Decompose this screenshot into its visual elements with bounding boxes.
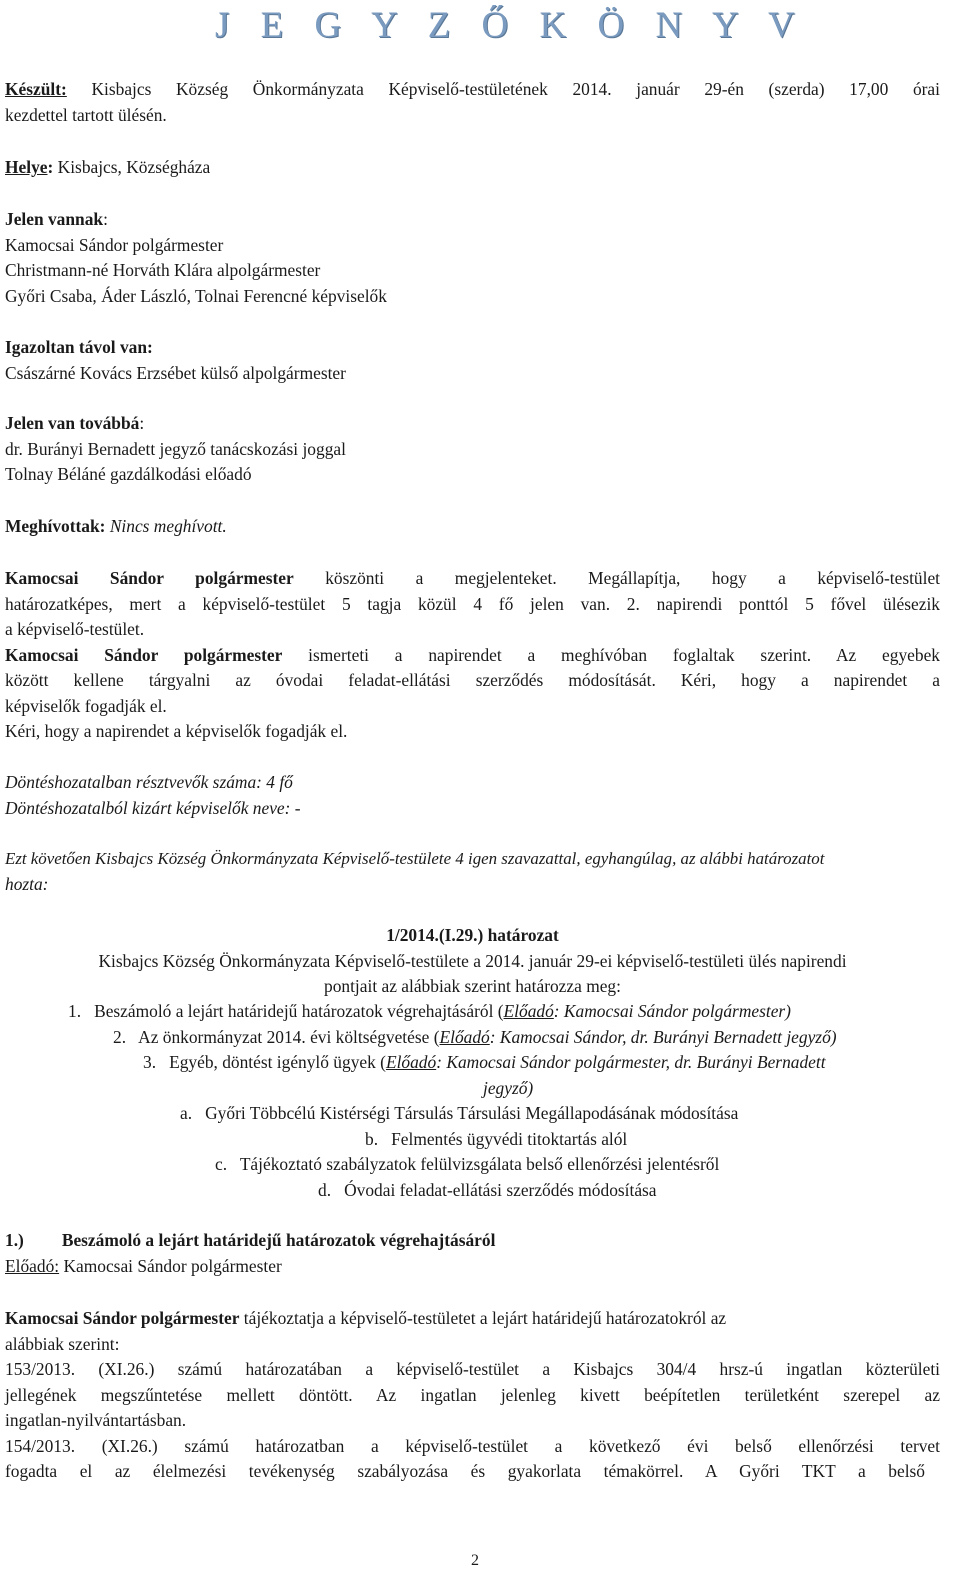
made-paragraph [5, 77, 940, 128]
agenda-item-3-cont: jegyző) [483, 1077, 534, 1098]
agenda-item-3 [5, 1050, 940, 1076]
section1-r2-line1: 154/2013. (XI.26.) számú határozatban a képviselő-testület a következő évi belső ellenőrzési tervet [5, 1435, 940, 1456]
place-label: Helye [5, 157, 48, 177]
section1-p1-line2: alábbiak szerint: [5, 1333, 120, 1354]
agenda-subitem-a [5, 1101, 940, 1127]
agenda-subitem-c [5, 1152, 940, 1178]
also-present-line-1: dr. Burányi Bernadett jegyző tanácskozási joggal [5, 438, 346, 459]
decision-participants: Döntéshozatalban résztvevők száma: 4 fő [5, 772, 293, 792]
opening-name-2: Kamocsai Sándor polgármester [5, 644, 283, 665]
section1-r1-line2: jellegének megszűntetése mellett döntött. Az ingatlan jelenleg kivett beépítetlen területként szerepel az [5, 1384, 940, 1405]
agenda-item-3-num: 3. [143, 1052, 157, 1072]
agenda-list [5, 999, 940, 1203]
section1-r1-line1: 153/2013. (XI.26.) számú határozatában a képviselő-testület a Kisbajcs 304/4 hrsz-ú ingatlan közterületi [5, 1359, 940, 1379]
invited-line [5, 514, 940, 540]
resolution-block [5, 923, 940, 1000]
agenda-subitem-c-text: Tájékoztató szabályzatok felülvizsgálata belső ellenőrzési jelentésről [239, 1154, 720, 1174]
agenda-subitem-d-num: d. [318, 1179, 332, 1200]
document-title: J E G Y Z Ő K Ö N Y V [215, 5, 806, 46]
section1-heading [5, 1228, 940, 1279]
place-text: Kisbajcs, Községháza [57, 157, 211, 177]
decision-excluded: Döntéshozatalból kizárt képviselők neve: - [5, 797, 301, 818]
agenda-subitem-b [5, 1127, 940, 1153]
section1-num: 1.) [5, 1230, 24, 1250]
agenda-item-1 [5, 999, 940, 1025]
agenda-subitem-d [5, 1178, 940, 1204]
opening-paragraph [5, 566, 940, 745]
absent-colon: : [147, 337, 153, 357]
section1-title: Beszámoló a lejárt határidejű határozatok végrehajtásáról [61, 1230, 496, 1250]
also-present-label: Jelen van továbbá [5, 413, 140, 433]
present-line-3: Győri Csaba, Áder László, Tolnai Ferencné képviselők [5, 285, 387, 306]
page-number: 2 [471, 1552, 479, 1569]
opening-p1-line1: köszönti a megjelenteket. Megállapítja, hogy a képviselő-testület [325, 568, 940, 588]
agenda-subitem-b-num: b. [365, 1128, 379, 1149]
present-line-2: Christmann-né Horváth Klára alpolgármester [5, 260, 321, 280]
agenda-subitem-d-text: Óvodai feladat-ellátási szerződés módosítása [344, 1179, 657, 1200]
opening-p1-line2: határozatképes, mert a képviselő-testület 5 tagja közül 4 fő jelen van. 2. napirendi ponttól 5 fővel ülésezik [5, 593, 940, 614]
agenda-item-1-presenter-label: Előadó [503, 1001, 554, 1021]
resolution-number: 1/2014.(I.29.) határozat [386, 925, 559, 945]
section1-r1-line3: ingatlan-nyilvántartásban. [5, 1410, 187, 1430]
present-line-1: Kamocsai Sándor polgármester [5, 234, 224, 255]
opening-p1-line3: a képviselő-testület. [5, 619, 145, 639]
opening-p2-line2: között kellene tárgyalni az óvodai feladat-ellátási szerződés módosítását. Kéri, hogy a napirendet a [5, 670, 940, 690]
agenda-item-2-presenter-label: Előadó [439, 1026, 490, 1047]
section1-name: Kamocsai Sándor polgármester [5, 1308, 240, 1328]
agenda-subitem-a-num: a. [180, 1103, 193, 1123]
agenda-item-2-presenter: : Kamocsai Sándor, dr. Burányi Bernadett jegyző) [489, 1026, 837, 1047]
agenda-subitem-c-num: c. [215, 1154, 228, 1174]
section1-presenter-label: Előadó: [5, 1255, 60, 1276]
document-page [5, 0, 940, 1481]
section1-presenter: Kamocsai Sándor polgármester [63, 1255, 282, 1276]
agenda-subitem-a-text: Győri Többcélú Kistérségi Társulás Társulási Megállapodásának módosítása [205, 1103, 739, 1123]
present-colon: : [103, 209, 108, 229]
invited-text: Nincs meghívott. [109, 516, 227, 536]
agenda-item-3-presenter: : Kamocsai Sándor polgármester, dr. Burányi Bernadett [436, 1052, 826, 1072]
agenda-item-2 [5, 1025, 940, 1051]
also-present-line-2: Tolnay Béláné gazdálkodási előadó [5, 464, 252, 484]
resolution-line2: pontjait az alábbiak szerint határozza meg: [324, 976, 621, 996]
section1-p1-line1: tájékoztatja a képviselő-testületet a lejárt határidejű határozatokról az [243, 1308, 727, 1328]
decision-intro-line1: Ezt követően Kisbajcs Község Önkormányzata Képviselő-testülete 4 igen szavazattal, egyhangúlag, az alábbi határozatot [5, 849, 825, 868]
absent-label: Igazoltan távol van [5, 337, 148, 357]
decision-block [5, 770, 940, 821]
made-text-1: Kisbajcs Község Önkormányzata Képviselő-testületének 2014. január 29-én (szerda) 17,00 órai [91, 79, 940, 99]
place-colon: : [47, 157, 54, 177]
also-present-block [5, 411, 940, 488]
present-block [5, 207, 940, 309]
decision-intro-line2: hozta: [5, 873, 49, 894]
absent-line: Császárné Kovács Erzsébet külső alpolgármester [5, 362, 346, 383]
section1-r2-line2: fogadta el az élelmezési tevékenység szabályozása és gyakorlata témakörrel. A Győri TKT a belső [5, 1461, 925, 1481]
agenda-item-1-text: Beszámoló a lejárt határidejű határozatok végrehajtásáról ( [94, 1001, 504, 1021]
also-present-colon: : [139, 413, 145, 433]
agenda-item-1-presenter: : Kamocsai Sándor polgármester) [553, 1001, 791, 1021]
made-text-2: kezdettel tartott ülésén. [5, 104, 167, 125]
made-label: Készült: [5, 79, 67, 99]
place-line [5, 155, 940, 181]
resolution-line1: Kisbajcs Község Önkormányzata Képviselő-testülete a 2014. január 29-ei képviselő-testületi ülés napirendi [98, 950, 847, 971]
decision-intro [5, 846, 940, 897]
agenda-item-3-text: Egyéb, döntést igénylő ügyek ( [169, 1052, 386, 1072]
opening-name-1: Kamocsai Sándor polgármester [5, 568, 294, 588]
agenda-item-3-presenter-label: Előadó [385, 1052, 437, 1072]
invited-label: Meghívottak: [5, 516, 106, 536]
agenda-subitem-b-text: Felmentés ügyvédi titoktartás alól [391, 1128, 628, 1149]
agenda-item-1-num: 1. [68, 1001, 82, 1021]
section1-body [5, 1306, 940, 1485]
agenda-item-2-num: 2. [113, 1026, 127, 1047]
agenda-item-2-text: Az önkormányzat 2014. évi költségvetése ( [138, 1026, 440, 1047]
made-line-1 [5, 77, 940, 103]
absent-block [5, 335, 940, 386]
opening-p2-line3: képviselők fogadják el. [5, 695, 167, 716]
present-label: Jelen vannak [5, 209, 104, 229]
opening-p3: Kéri, hogy a napirendet a képviselők fogadják el. [5, 721, 348, 741]
opening-p2-line1: ismerteti a napirendet a meghívóban foglaltak szerint. Az egyebek [308, 644, 940, 665]
